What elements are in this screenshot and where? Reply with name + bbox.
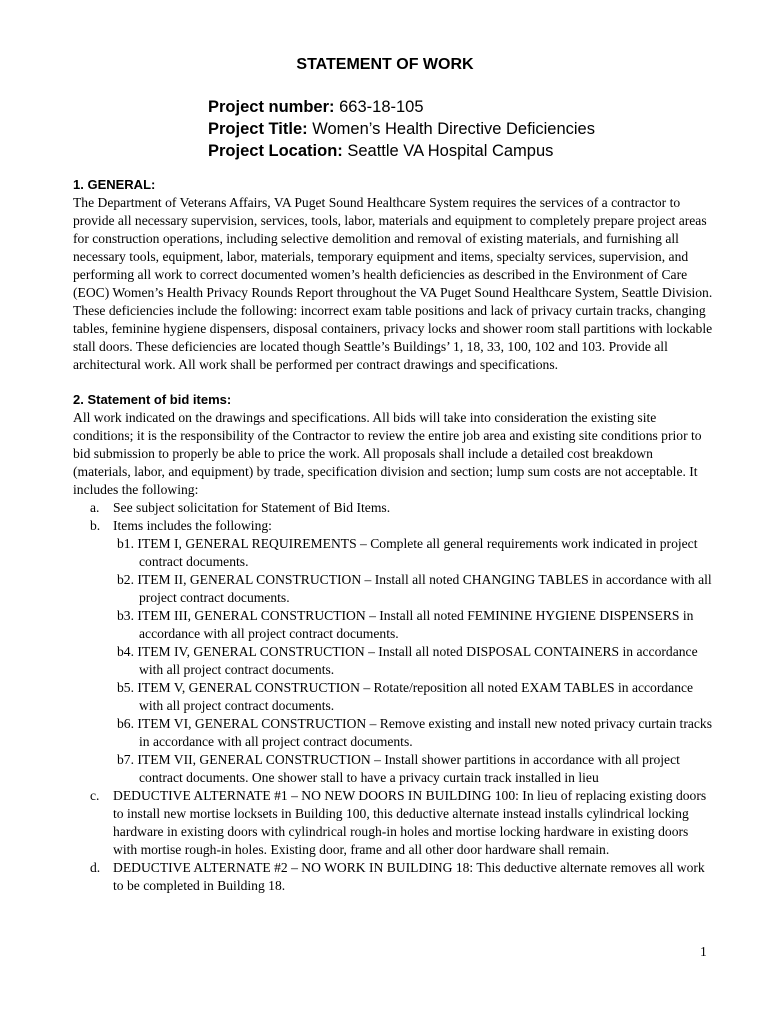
sub-item-b5: b5. ITEM V, GENERAL CONSTRUCTION – Rotate/reposition all noted EXAM TABLES in accordance with all project contract documents. [117,680,694,713]
list-item-d [73,859,713,895]
sub-item-b4: b4. ITEM IV, GENERAL CONSTRUCTION – Install all noted DISPOSAL CONTAINERS in accordance with all project contract documents. [117,644,698,677]
project-number-value: 663-18-105 [334,98,424,116]
project-title-line [208,118,595,140]
list-text-b: Items includes the following: [113,518,272,533]
bid-items-heading: 2. Statement of bid items: [73,392,232,407]
list-label-c: c. [90,788,100,803]
page-number: 1 [700,944,707,959]
section-gap [73,374,713,391]
list-item-b [73,517,713,535]
general-paragraph: The Department of Veterans Affairs, VA Puget Sound Healthcare System requires the services of a contractor to provide all necessary supervision, services, tools, labor, materials and equipment to completely prepare project areas for construction operations, including selective demolition and removal of existing materials, and furnishing all necessary tools, equipment, labor, materials, temporary equipment and items, specialty services, supervision, and performing all work to correct documented women’s health deficiencies as described in the Environment of Care (EOC) Women’s Health Privacy Rounds Report throughout the VA Puget Sound Healthcare System, Seattle Division. These deficiencies include the following: incorrect exam table positions and lack of privacy curtain tracks, changing tables, feminine hygiene dispensers, disposal containers, privacy locks and shower room stall partitions with lockable stall doors. These deficiencies are located though Seattle’s Buildings’ 1, 18, 33, 100, 102 and 103. Provide all architectural work. All work shall be performed per contract drawings and specifications. [73,195,713,372]
project-info [208,96,595,162]
project-title-label: Project Title: [208,120,308,138]
project-location-line [208,140,595,162]
project-number-label: Project number: [208,98,335,116]
sub-item-b6: b6. ITEM VI, GENERAL CONSTRUCTION – Remove existing and install new noted privacy curtain tracks in accordance with all project contract documents. [117,716,712,749]
sub-item-b2: b2. ITEM II, GENERAL CONSTRUCTION – Install all noted CHANGING TABLES in accordance with all project contract documents. [117,572,712,605]
sub-item-b3: b3. ITEM III, GENERAL CONSTRUCTION – Install all noted FEMININE HYGIENE DISPENSERS in accordance with all project contract documents. [117,608,694,641]
list-item-a [73,499,713,517]
bid-items-paragraph: All work indicated on the drawings and specifications. All bids will take into consideration the existing site conditions; it is the responsibility of the Contractor to review the entire job area and existing site conditions prior to bid submission to properly be able to price the work. All proposals shall include a detailed cost breakdown (materials, labor, and equipment) by trade, specification division and section; lump sum costs are not acceptable. It includes the following: [73,410,702,497]
project-title-value: Women’s Health Directive Deficiencies [307,120,595,138]
project-number-line [208,96,595,118]
sub-item-b7: b7. ITEM VII, GENERAL CONSTRUCTION – Install shower partitions in accordance with all project contract documents. One shower stall to have a privacy curtain track installed in lieu [117,752,680,785]
document-body [73,176,713,895]
list-text-c: DEDUCTIVE ALTERNATE #1 – NO NEW DOORS IN BUILDING 100: In lieu of replacing existing doors to install new mortise locksets in Building 100, this deductive alternate instead installs cylindrical locking hardware in existing doors with cylindrical rough-in holes and mortise locking hardware in existing doors with mortise rough-in holes. Existing door, frame and all other door hardware shall remain. [113,788,707,857]
list-label-b: b. [90,518,101,533]
document-title: STATEMENT OF WORK [296,56,474,73]
project-location-value: Seattle VA Hospital Campus [342,142,554,160]
list-text-a: See subject solicitation for Statement of Bid Items. [113,500,391,515]
list-text-d: DEDUCTIVE ALTERNATE #2 – NO WORK IN BUILDING 18: This deductive alternate removes all work to be completed in Building 18. [113,860,705,893]
list-label-d: d. [90,860,101,875]
sub-item-b1: b1. ITEM I, GENERAL REQUIREMENTS – Complete all general requirements work indicated in project contract documents. [117,536,698,569]
list-item-c [73,787,713,859]
list-label-a: a. [90,500,100,515]
general-heading: 1. GENERAL: [73,177,156,192]
project-location-label: Project Location: [208,142,343,160]
